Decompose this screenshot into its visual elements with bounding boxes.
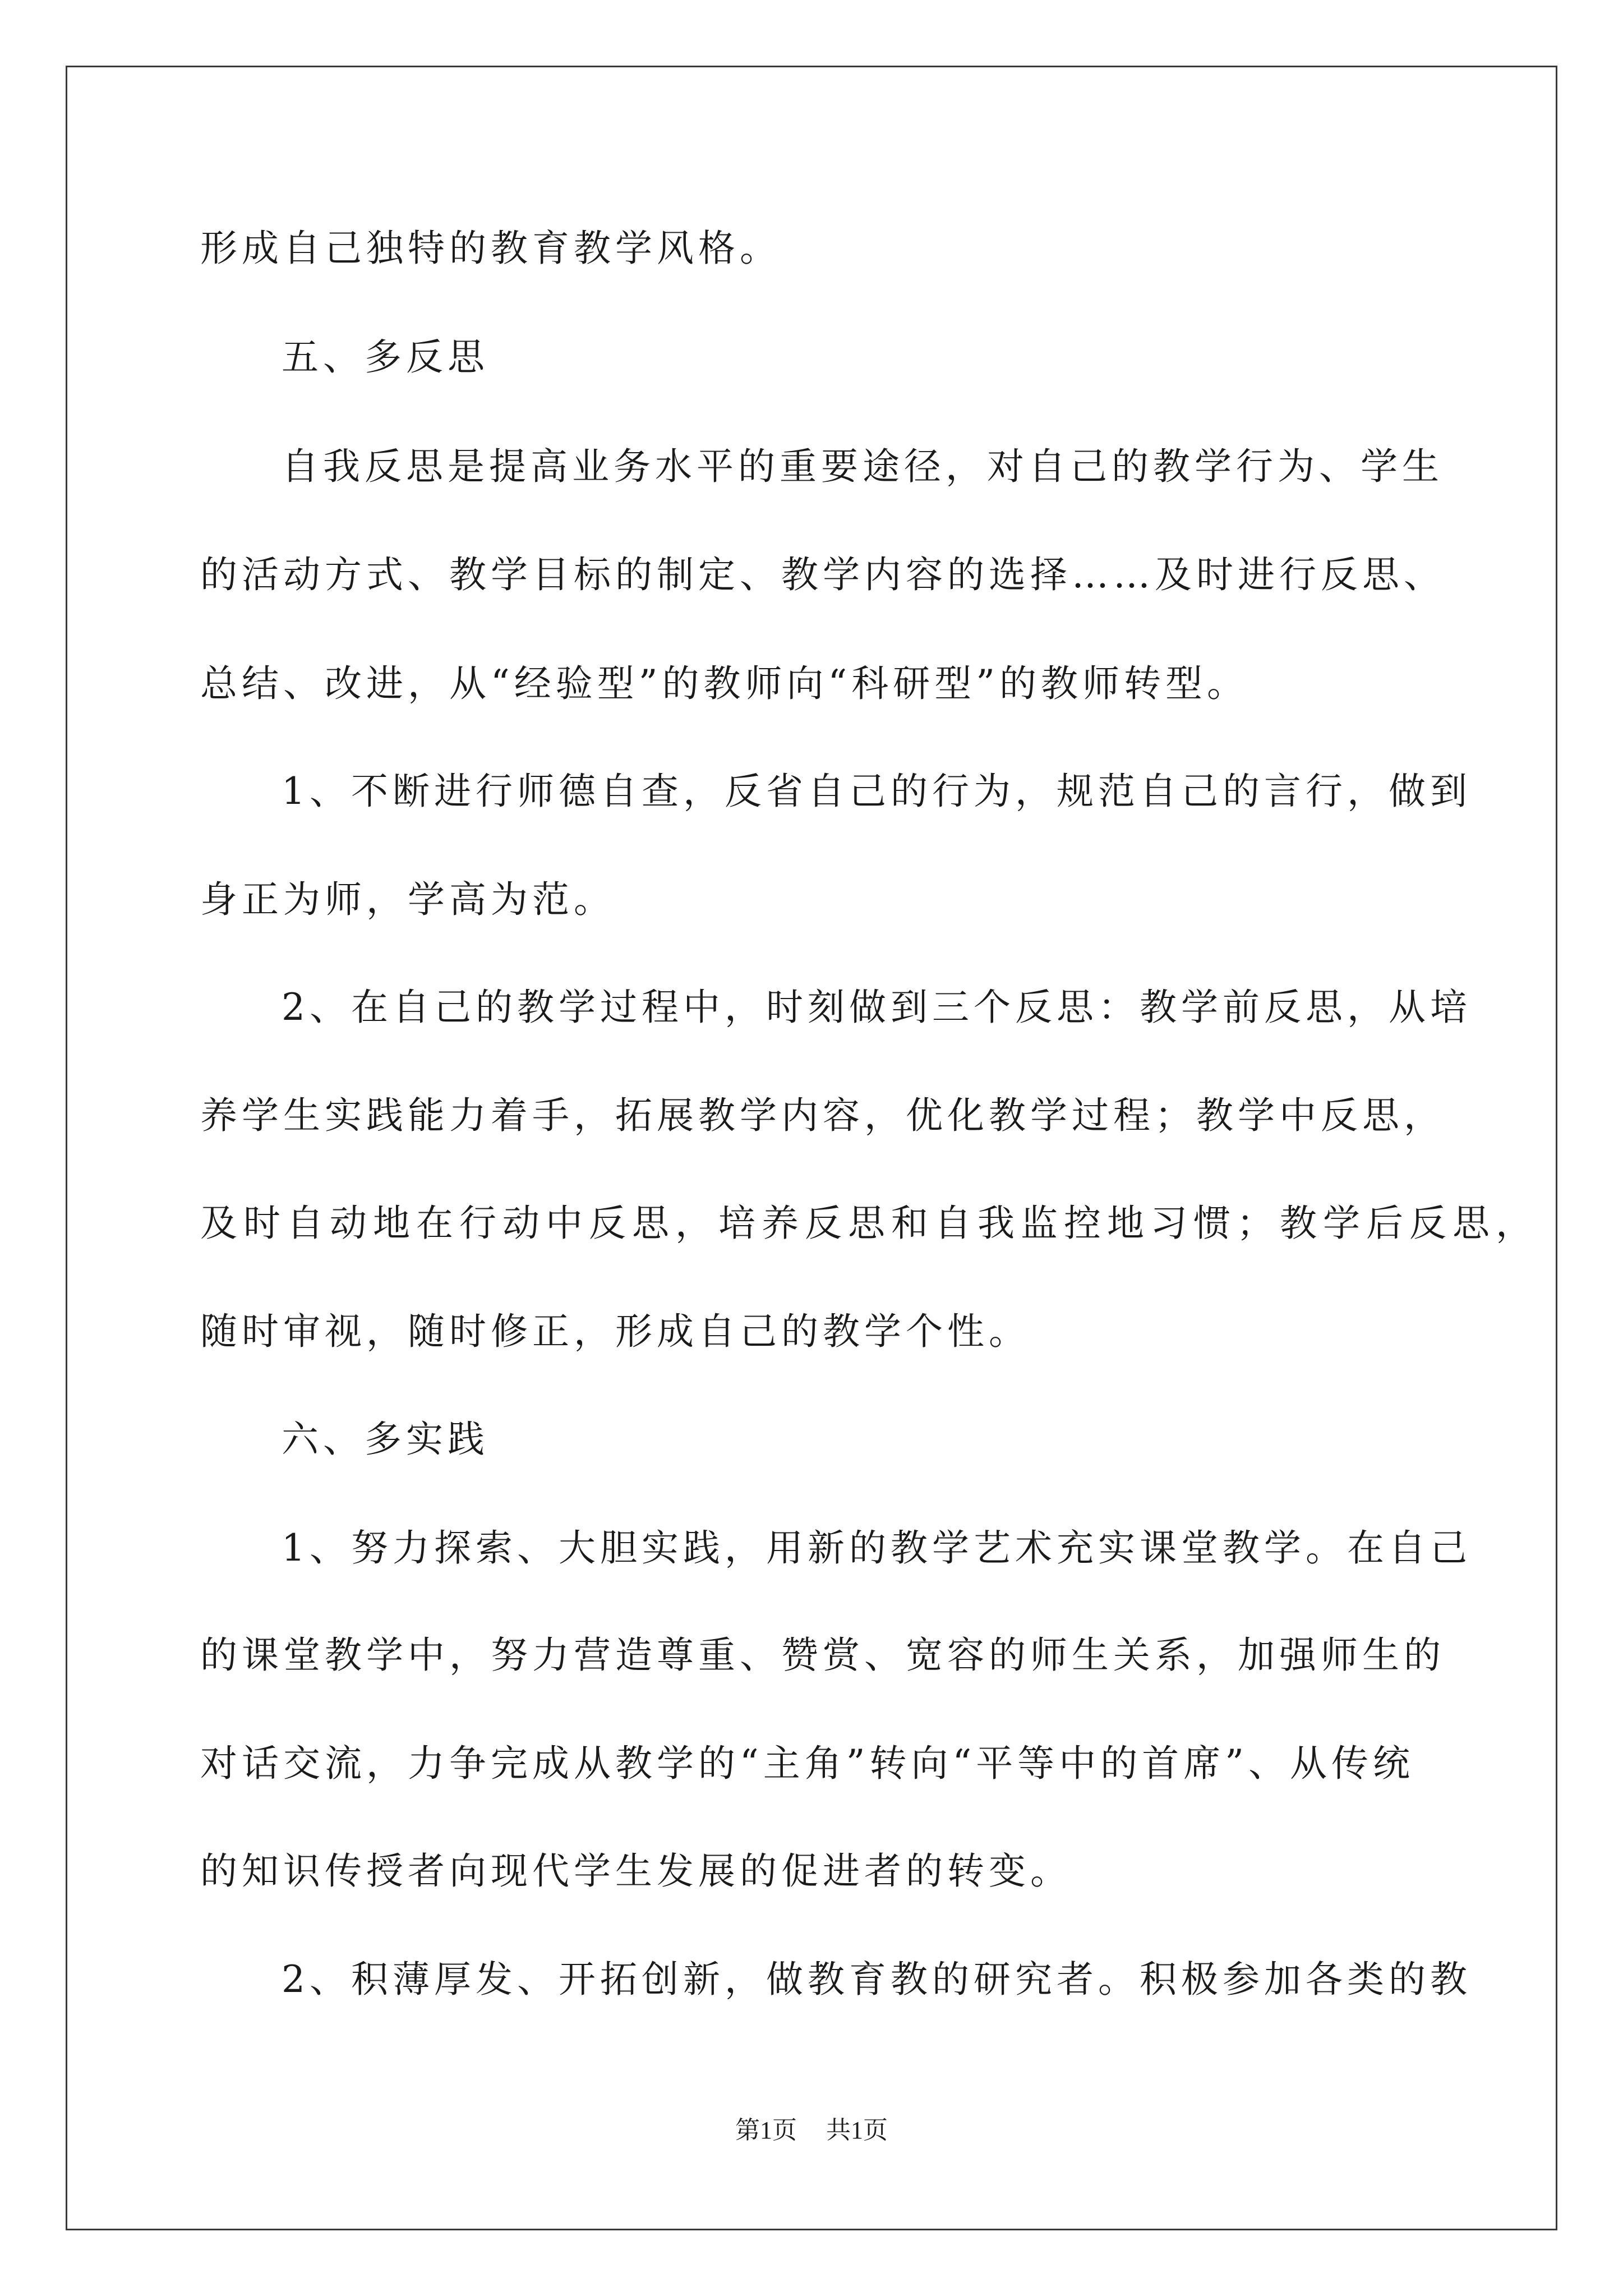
body-line: 1、努力探索、大胆实践，用新的教学艺术充实课堂教学。在自己: [282, 1526, 1472, 1570]
body-line: 及时自动地在行动中反思，培养反思和自我监控地习惯；教学后反思，: [200, 1202, 1539, 1245]
section-heading: 六、多实践: [282, 1418, 489, 1461]
body-line: 对话交流，力争完成从教学的“主角”转向“平等中的首席”、从传统: [200, 1742, 1414, 1785]
body-line: 2、在自己的教学过程中，时刻做到三个反思：教学前反思，从培: [282, 986, 1472, 1029]
section-heading: 五、多反思: [282, 335, 489, 379]
page-border: [66, 66, 1557, 2230]
body-line: 的活动方式、教学目标的制定、教学内容的选择……及时进行反思、: [200, 553, 1445, 596]
body-line: 2、积薄厚发、开拓创新，做教育教的研究者。积极参加各类的教: [282, 1958, 1472, 2001]
body-line: 身正为师，学高为范。: [200, 878, 615, 921]
page-footer: [0, 2115, 1623, 2146]
body-line: 形成自己独特的教育教学风格。: [200, 227, 781, 270]
page-total: 共1页: [826, 2116, 888, 2144]
body-line: 养学生实践能力着手，拓展教学内容，优化教学过程；教学中反思，: [200, 1094, 1445, 1137]
body-line: 1、不断进行师德自查，反省自己的行为，规范自己的言行，做到: [282, 770, 1472, 813]
body-line: 自我反思是提高业务水平的重要途径，对自己的教学行为、学生: [282, 445, 1444, 488]
body-line: 的课堂教学中，努力营造尊重、赞赏、宽容的师生关系，加强师生的: [200, 1634, 1445, 1677]
body-line: 随时审视，随时修正，形成自己的教学个性。: [200, 1310, 1030, 1353]
page-number: 第1页: [735, 2116, 797, 2144]
body-line: 总结、改进，从“经验型”的教师向“科研型”的教师转型。: [200, 662, 1248, 705]
body-line: 的知识传授者向现代学生发展的促进者的转变。: [200, 1849, 1072, 1893]
